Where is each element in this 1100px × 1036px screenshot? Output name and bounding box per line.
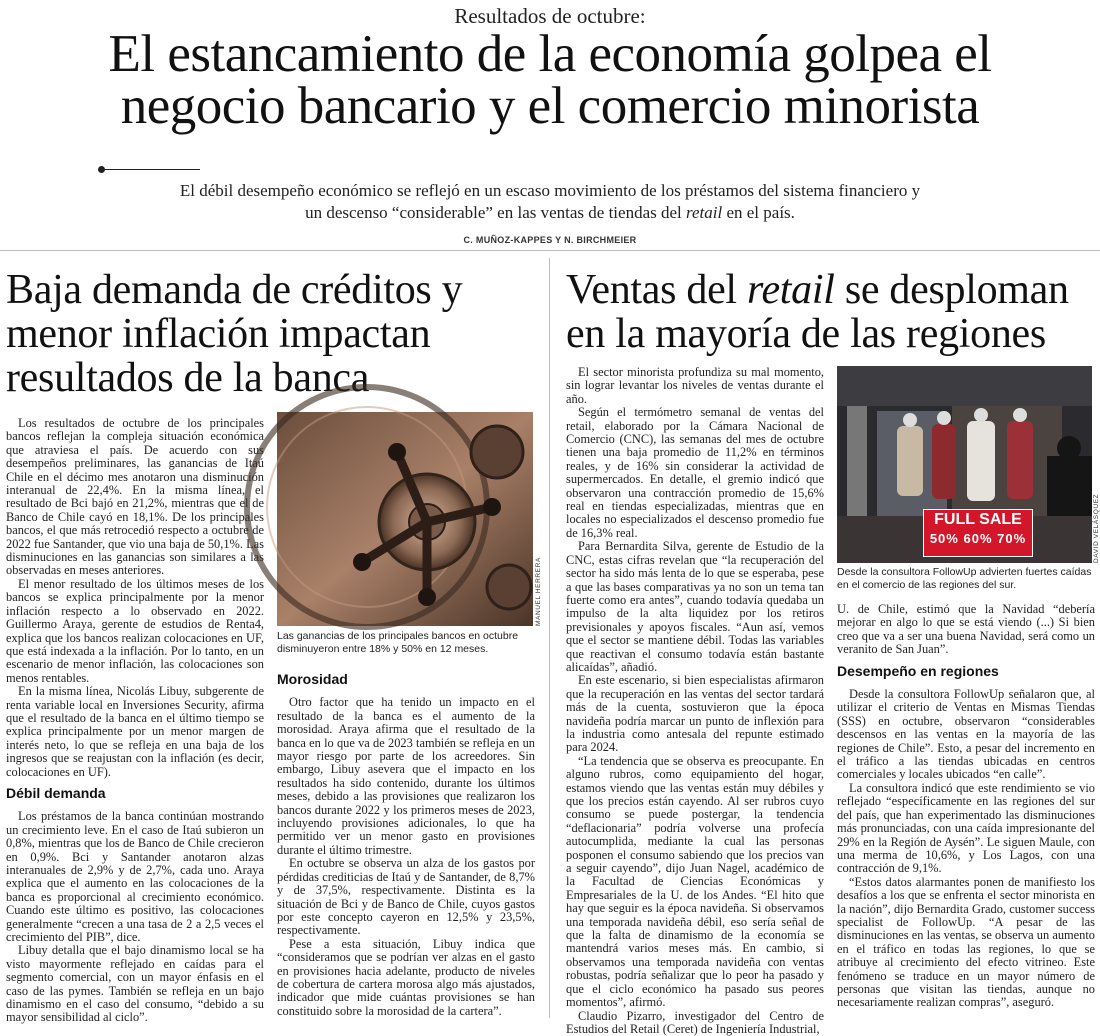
left-article-column-2 xyxy=(277,665,535,1021)
main-headline-line2: negocio bancario y el comercio minorista xyxy=(0,80,1100,132)
right-headline-b: se desploman xyxy=(835,267,1069,313)
left-headline-line2: menor inflación impactan xyxy=(6,312,546,356)
deck xyxy=(100,180,1000,224)
right-photo-caption: Desde la consultora FollowUp advierten fuertes caídas en el comercio de las regiones del sur. xyxy=(837,566,1095,591)
article-paragraph: “Estos datos alarmantes ponen de manifiesto los desafíos a los que se enfrenta el sector minorista en la nación”, dijo Bernardita Grado, customer success specialist de FollowUp. “A pesar de las disminuciones en las ventas, se observa un aumento en el tráfico en todas las regiones, lo que se atribuye al crecimiento del efecto vitrineo. Este fenómeno se traduce en un mayor número de personas que visitan las tiendas, aunque no necesariamente realizan compras”, aseguró. xyxy=(837,876,1095,1010)
kicker: Resultados de octubre: xyxy=(0,4,1100,29)
article-paragraph: La consultora indicó que este rendimiento se vio reflejado “específicamente en las regiones del sur del país, que han experimentado las disminuciones más pronunciadas, con una caída impresionante del 29% en la Región de Aysén”. Le siguen Maule, con una merma de 10,6%, y Los Lagos, con una contracción de 9,1%. xyxy=(837,782,1095,876)
main-headline xyxy=(0,28,1100,132)
article-paragraph: En este escenario, si bien especialistas afirmaron que la recuperación en las ventas del sector tardará más de la cuenta, sostuvieron que la época navideña podría marcar un punto de inflexión para la industria como antesala del repunte estimado para 2024. xyxy=(566,674,824,754)
deck-line2-a: un descenso “considerable” en las ventas de tiendas del xyxy=(305,203,686,222)
byline: C. MUÑOZ-KAPPES Y N. BIRCHMEIER xyxy=(0,235,1100,245)
right-article-column-1 xyxy=(566,366,824,1021)
full-sale-sign xyxy=(923,509,1033,557)
article-paragraph: Claudio Pizarro, investigador del Centro de Estudios del Retail (Ceret) de Ingeniería Industrial, xyxy=(566,1010,824,1036)
full-sale-percentages xyxy=(924,530,1032,548)
section-subheading: Débil demanda xyxy=(6,787,264,800)
deck-line2-italic: retail xyxy=(686,203,722,222)
article-paragraph: Pese a esta situación, Libuy indica que “consideramos que se podrían ver alzas en el gasto en provisiones hacia adelante, producto de niveles de cobertura de cartera morosa algo más ajustados, indicador que mide cuántas provisiones se han constituido sobre la morosidad de la cartera”. xyxy=(277,938,535,1018)
main-headline-line1: El estancamiento de la economía golpea el xyxy=(0,28,1100,80)
sale-70: 70% xyxy=(997,531,1026,546)
article-paragraph: U. de Chile, estimó que la Navidad “debería mejorar en algo lo que se está viendo (...) Si bien creo que va a ser una buena Navidad, será como un veranito de San Juan”. xyxy=(837,603,1095,657)
article-paragraph: El sector minorista profundiza su mal momento, sin lograr levantar los niveles de ventas durante el año. xyxy=(566,366,824,406)
left-photo-credit: MANUEL HERRERA xyxy=(535,550,542,626)
article-paragraph: “La tendencia que se observa es preocupante. En alguno rubros, como equipamiento del hogar, estamos viendo que las ventas están muy débiles y que los precios están cayendo. Al ser rubros cuyo consumo se puede postergar, la tendencia “deflacionaria” podría volverse una profecía autocumplida, mediante la cual las personas posponen el consumo sabiendo que los precios van a seguir cayendo”, dijo Juan Nagel, académico de la Facultad de Ciencias Económicas y Empresariales de la U. de los Andes. “El hito que hay que seguir es la época navideña. Si observamos una temporada navideña débil, eso sería señal de que la falta de dinamismo de la economía se mantendrá varios meses más. En cambio, si observamos una temporada navideña con ventas robustas, podría señalizar que lo peor ha pasado y que el ciclo económico ha pasado sus peores momentos”, afirmó. xyxy=(566,755,824,1010)
article-paragraph: Para Bernardita Silva, gerente de Estudio de la CNC, estas cifras revelan que “la recuperación del sector ha sido más lenta de lo que se esperaba, pese a que las bases comparativas ya no son un tema tan fuerte como era antes”, cuando todavía quedaba un impulso de la alta liquidez por los retiros previsionales y apoyos fiscales. “Aun así, vemos que el sector se mantiene débil. Todas las variables que reactivan el consumo todavía están bastante alicaídas”, añadió. xyxy=(566,540,824,674)
deck-line1: El débil desempeño económico se reflejó en un escaso movimiento de los préstamos del sistema financiero y xyxy=(180,181,920,200)
article-paragraph: Según el termómetro semanal de ventas del retail, elaborado por la Cámara Nacional de Comercio (CNC), las semanas del mes de octubre tienen una baja promedio de 11,2% en términos reales, y de 16% sin considerar la actividad de supermercados. En detalle, el gremio indicó que observaron una contracción promedio de 15,6% real en tiendas especializadas, mientras que en locales no especializados el descenso promedio fue de 16,3% real. xyxy=(566,406,824,540)
left-headline-line1: Baja demanda de créditos y xyxy=(6,268,546,312)
deck-line2-b: en el país. xyxy=(722,203,795,222)
right-headline-line2: en la mayoría de las regiones xyxy=(566,312,1096,356)
sale-60: 60% xyxy=(963,531,992,546)
left-headline-line3: resultados de la banca xyxy=(6,356,546,400)
right-photo-credit: DAVID VELÁSQUEZ xyxy=(1093,490,1100,563)
article-paragraph: El menor resultado de los últimos meses de los bancos se explica principalmente por la menor inflación respecto a lo observado en 2022. Guillermo Araya, gerente de estudios de Renta4, explica que los bancos realizan colocaciones en UF, que está indexada a la inflación. Por lo tanto, en un escenario de menor inflación, las colocaciones son menos rentables. xyxy=(6,578,264,685)
section-rule xyxy=(0,250,1100,251)
full-sale-title: FULL SALE xyxy=(924,510,1032,530)
rule-line xyxy=(104,169,200,170)
article-paragraph: Los resultados de octubre de los principales bancos reflejan la compleja situación económica que atraviesa el país. De acuerdo con sus desempeños preliminares, las ganancias de Itaú Chile en el décimo mes anotaron una disminución interanual de 22,4%. En la misma línea, el resultado de Bci bajó en 21,2%, mientras que el de Banco de Chile cayó en 18,1%. De los principales bancos, el que más retrocedió respecto a octubre de 2022 fue Santander, que vio una baja de 50,1%. Las disminuciones en las ganancias son similares a las observadas en meses anteriores. xyxy=(6,417,264,578)
right-article-column-2 xyxy=(837,603,1095,1021)
article-paragraph: Los préstamos de la banca continúan mostrando un crecimiento leve. En el caso de Itaú subieron un 0,8%, mientras que los de Banco de Chile crecieron en 0,9%. Bci y Santander anotaron alzas interanuales de 2,9% y de 2,7%, cada uno. Araya explica que el aumento en las colocaciones de la banca es proporcional al crecimiento económico. Cuando este último es positivo, las colocaciones generalmente “crecen a una tasa de 2 a 2,5 veces el crecimiento del PIB”, dice. xyxy=(6,810,264,944)
article-paragraph: Libuy detalla que el bajo dinamismo local se ha visto mayormente reflejado en caídas para el segmento comercial, con un mayor énfasis en el caso de las pymes. También se refleja en un bajo dinamismo en el caso del consumo, “debido a su mayor sensibilidad al ciclo”. xyxy=(6,944,264,1024)
right-headline-a: Ventas del xyxy=(566,267,747,313)
left-article-headline xyxy=(6,268,546,400)
article-paragraph: Desde la consultora FollowUp señalaron que, al utilizar el criterio de Ventas en Mismas Tiendas (SSS) en octubre, observaron “considerables descensos en las ventas en la mayoría de las regiones de Chile”. Esto, a pesar del incremento en el tráfico a las tiendas ubicadas en centros comerciales y locales ubicados “en calle”. xyxy=(837,688,1095,782)
left-photo-caption: Las ganancias de los principales bancos en octubre disminuyeron entre 18% y 50% en 12 meses. xyxy=(277,630,539,655)
article-paragraph: En octubre se observa un alza de los gastos por pérdidas crediticias de Itaú y de Santander, de 8,7% y de 37,5%, respectivamente. Distinta es la situación de Bci y de Banco de Chile, cuyos gastos por este concepto cayeron en 12,5% y 23,5%, respectivamente. xyxy=(277,857,535,937)
right-headline-italic: retail xyxy=(747,267,835,313)
article-paragraph: Otro factor que ha tenido un impacto en el resultado de la banca es el aumento de la morosidad. Araya afirma que el resultado de la banca en lo que va de 2023 también se refleja en un mayor riesgo por parte de los acreedores. Sin embargo, Libuy asevera que el impacto en los resultados ha sido contenido, durante los últimos meses, debido a las provisiones que realizaron los bancos durante 2022 y los primeros meses de 2023, incluyendo provisiones adicionales, lo que ha permitido ver un menor gasto en provisiones durante el último trimestre. xyxy=(277,696,535,857)
retail-store-photo xyxy=(837,366,1092,563)
right-article-headline xyxy=(566,268,1096,356)
vault-image xyxy=(277,412,533,626)
bank-vault-photo xyxy=(277,412,533,626)
left-article-column-1 xyxy=(6,417,264,1021)
section-subheading: Morosidad xyxy=(277,673,535,686)
right-headline-line1 xyxy=(566,268,1096,312)
sale-50: 50% xyxy=(930,531,959,546)
column-divider xyxy=(549,258,550,1018)
section-subheading: Desempeño en regiones xyxy=(837,665,1095,678)
article-paragraph: En la misma línea, Nicolás Libuy, subgerente de renta variable local en Inversiones Security, afirma que el resultado de la banca en el último tiempo se explica principalmente por un menor margen de interés neto, lo que se refleja en una baja de los ingresos que se reajustan con la inflación (es decir, colocaciones en UF). xyxy=(6,685,264,779)
